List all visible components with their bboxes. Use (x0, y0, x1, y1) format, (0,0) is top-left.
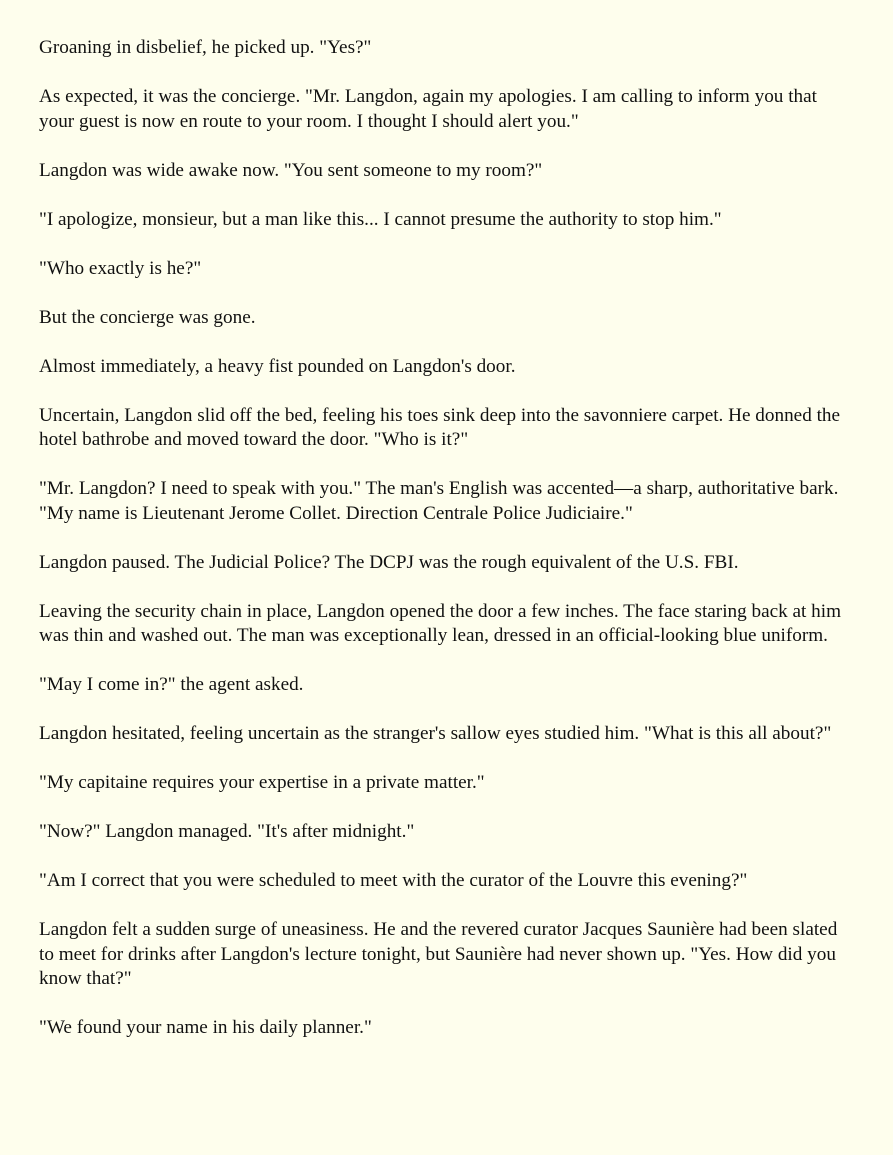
paragraph: "Am I correct that you were scheduled to meet with the curator of the Louvre this evening?" (39, 870, 748, 891)
paragraph: Leaving the security chain in place, Langdon opened the door a few inches. The face staring back at him was thin and washed out. The man was exceptionally lean, dressed in an official-looking blue uniform. (39, 600, 842, 646)
paragraph: Langdon hesitated, feeling uncertain as the stranger's sallow eyes studied him. "What is this all about?" (39, 723, 832, 744)
paragraph: Langdon paused. The Judicial Police? The DCPJ was the rough equivalent of the U.S. FBI. (39, 551, 739, 573)
paragraph: "Who exactly is he?" (39, 257, 202, 279)
paragraph: "I apologize, monsieur, but a man like this... I cannot presume the authority to stop him." (39, 208, 722, 230)
paragraph: "May I come in?" the agent asked. (39, 674, 304, 695)
paragraph: But the concierge was gone. (39, 306, 256, 328)
paragraph: Langdon was wide awake now. "You sent someone to my room?" (39, 159, 543, 181)
paragraph: "We found your name in his daily planner." (39, 1017, 372, 1038)
paragraph: "My capitaine requires your expertise in a private matter." (39, 772, 485, 793)
paragraph: Langdon felt a sudden surge of uneasiness. He and the revered curator Jacques Saunière had been slated to meet for drinks after Langdon's lecture tonight, but Saunière had never shown up. "Yes. How did you know that?" (39, 919, 838, 989)
paragraph: Uncertain, Langdon slid off the bed, feeling his toes sink deep into the savonniere carpet. He donned the hotel bathrobe and moved toward the door. "Who is it?" (39, 404, 841, 450)
paragraph: Almost immediately, a heavy fist pounded on Langdon's door. (39, 355, 516, 377)
paragraph: As expected, it was the concierge. "Mr. Langdon, again my apologies. I am calling to inform you that your guest is now en route to your room. I thought I should alert you." (39, 86, 817, 132)
paragraph: "Mr. Langdon? I need to speak with you." The man's English was accented—a sharp, authoritative bark. "My name is Lieutenant Jerome Collet. Direction Centrale Police Judiciaire." (39, 478, 839, 524)
paragraph: Groaning in disbelief, he picked up. "Yes?" (39, 37, 372, 58)
paragraph: "Now?" Langdon managed. "It's after midnight." (39, 821, 415, 842)
